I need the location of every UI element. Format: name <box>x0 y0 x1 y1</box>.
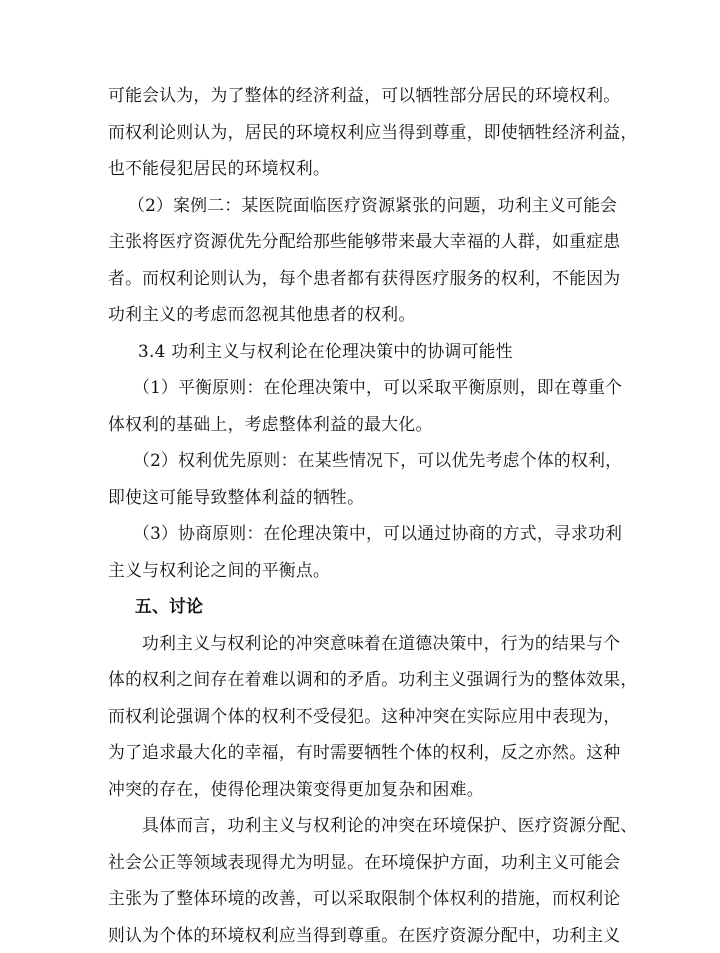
text-line: 社会公正等领域表现得尤为明显。在环境保护方面，功利主义可能会 <box>108 844 616 881</box>
text-line: 而权利论强调个体的权利不受侵犯。这种冲突在实际应用中表现为， <box>108 698 616 735</box>
text-line: 主张为了整体环境的改善，可以采取限制个体权利的措施，而权利论 <box>108 880 616 917</box>
heading-discussion: 五、讨论 <box>108 588 616 625</box>
text-line: 可能会认为，为了整体的经济利益，可以牺牲部分居民的环境权利。 <box>108 77 616 114</box>
text-line: 为了追求最大化的幸福，有时需要牺牲个体的权利，反之亦然。这种 <box>108 734 616 771</box>
text-line: 者。而权利论则认为，每个患者都有获得医疗服务的权利，不能因为 <box>108 260 616 297</box>
text-line: （2）权利优先原则：在某些情况下，可以优先考虑个体的权利， <box>108 442 616 479</box>
section-3-4-title <box>108 333 616 370</box>
paragraph-discussion-two <box>108 807 616 953</box>
section-title: 3.4 功利主义与权利论在伦理决策中的协调可能性 <box>108 333 616 370</box>
text-line: 也不能侵犯居民的环境权利。 <box>108 150 616 187</box>
paragraph-case-one-continuation <box>108 77 616 187</box>
text-line: 体权利的基础上，考虑整体利益的最大化。 <box>108 406 616 443</box>
text-line: 具体而言，功利主义与权利论的冲突在环境保护、医疗资源分配、 <box>108 807 616 844</box>
paragraph-balance-principle <box>108 369 616 442</box>
text-line: 主义与权利论之间的平衡点。 <box>108 552 616 589</box>
paragraph-case-two <box>108 187 616 333</box>
text-line: 功利主义的考虑而忽视其他患者的权利。 <box>108 296 616 333</box>
paragraph-discussion-one <box>108 625 616 808</box>
document-body <box>108 77 616 953</box>
paragraph-rights-priority-principle <box>108 442 616 515</box>
text-line: 冲突的存在，使得伦理决策变得更加复杂和困难。 <box>108 771 616 808</box>
text-line: （3）协商原则：在伦理决策中，可以通过协商的方式，寻求功利 <box>108 515 616 552</box>
text-line: 功利主义与权利论的冲突意味着在道德决策中，行为的结果与个 <box>108 625 616 662</box>
text-line: （2）案例二：某医院面临医疗资源紧张的问题，功利主义可能会 <box>108 187 616 224</box>
text-line: （1）平衡原则：在伦理决策中，可以采取平衡原则，即在尊重个 <box>108 369 616 406</box>
text-line: 主张将医疗资源优先分配给那些能够带来最大幸福的人群，如重症患 <box>108 223 616 260</box>
text-line: 体的权利之间存在着难以调和的矛盾。功利主义强调行为的整体效果， <box>108 661 616 698</box>
paragraph-negotiation-principle <box>108 515 616 588</box>
text-line: 则认为个体的环境权利应当得到尊重。在医疗资源分配中，功利主义 <box>108 917 616 953</box>
text-line: 即使这可能导致整体利益的牺牲。 <box>108 479 616 516</box>
text-line: 而权利论则认为，居民的环境权利应当得到尊重，即使牺牲经济利益， <box>108 114 616 151</box>
